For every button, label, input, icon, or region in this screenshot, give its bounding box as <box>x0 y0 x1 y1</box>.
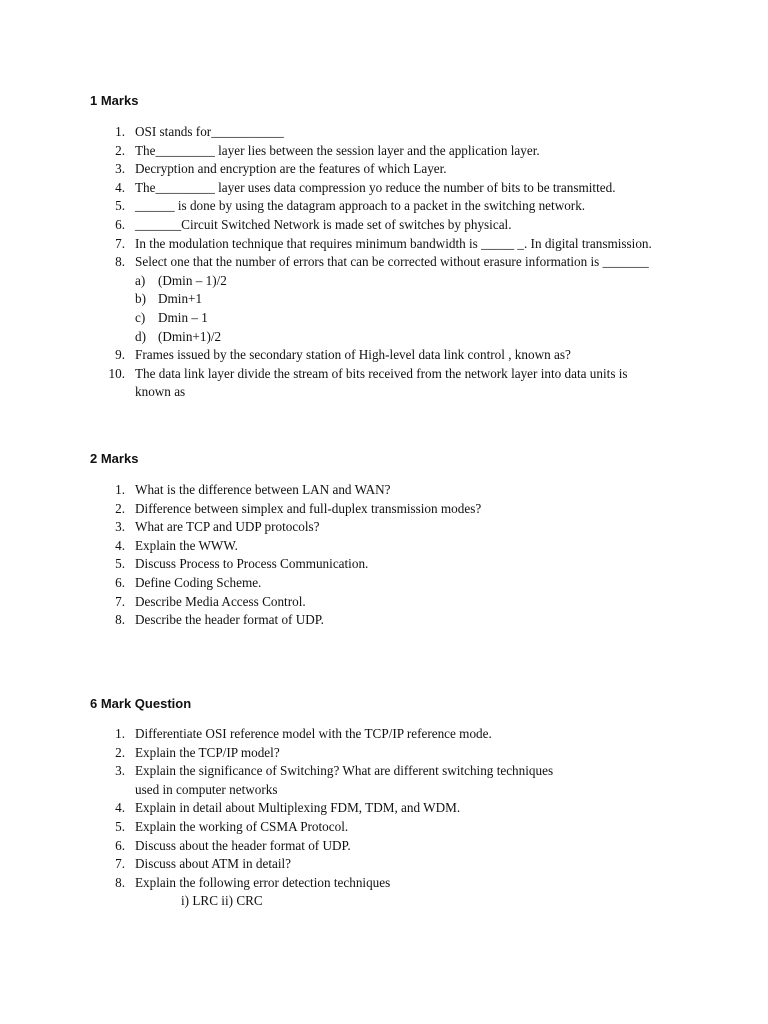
list-item: 9. Frames issued by the secondary station of High-level data link control , known as? <box>115 347 571 363</box>
list-item: 5. Explain the working of CSMA Protocol. <box>115 818 349 834</box>
list-item: 3. What are TCP and UDP protocols? <box>115 519 320 535</box>
list-item: 3. Explain the significance of Switching? What are different switching techniques used in computer networks <box>115 763 554 797</box>
answer-option: a) (Dmin – 1)/2 <box>135 272 227 288</box>
section-heading: 2 Marks <box>90 451 139 466</box>
list-item: 2. Difference between simplex and full-duplex transmission modes? <box>115 500 482 516</box>
list-item: 7. Discuss about ATM in detail? <box>115 856 292 872</box>
list-item: 4. The_________ layer uses data compression yo reduce the number of bits to be transmitted. <box>115 179 616 195</box>
list-item: 6. _______Circuit Switched Network is made set of switches by physical. <box>115 216 512 232</box>
list-item: 1. OSI stands for___________ <box>115 124 284 139</box>
list-item: 6. Define Coding Scheme. <box>115 574 262 590</box>
list-item: 4. Explain in detail about Multiplexing FDM, TDM, and WDM. <box>115 800 461 816</box>
section-heading: 1 Marks <box>90 93 139 108</box>
list-item: 2. Explain the TCP/IP model? <box>115 744 280 760</box>
answer-option: d) (Dmin+1)/2 <box>135 328 222 344</box>
list-item: 3. Decryption and encryption are the features of which Layer. <box>115 161 447 177</box>
answer-option: b) Dmin+1 <box>135 291 203 307</box>
list-item: 7. Describe Media Access Control. <box>115 593 306 609</box>
list-item: 6. Discuss about the header format of UDP. <box>115 837 351 853</box>
list-item: 5. Discuss Process to Process Communication. <box>115 556 369 572</box>
question-list <box>0 481 768 630</box>
list-item: 8. Explain the following error detection techniques <box>115 874 391 890</box>
list-item: 10. The data link layer divide the stream of bits received from the network layer into data units is known as <box>108 365 628 400</box>
sub-item: i) LRC ii) CRC <box>181 893 263 909</box>
list-item: 1. Differentiate OSI reference model with the TCP/IP reference mode. <box>115 726 492 741</box>
answer-option: c) Dmin – 1 <box>135 309 208 325</box>
list-item: 1. What is the difference between LAN and WAN? <box>115 482 391 497</box>
list-item: 2. The_________ layer lies between the session layer and the application layer. <box>115 142 540 158</box>
question-list <box>0 725 768 911</box>
list-item: 8. Select one that the number of errors that can be corrected without erasure information is _______ <box>115 254 649 270</box>
list-item: 7. In the modulation technique that requires minimum bandwidth is _____ _. In digital transmission. <box>115 235 652 251</box>
list-item: 4. Explain the WWW. <box>115 537 238 553</box>
question-list <box>0 123 768 402</box>
list-item: 5. ______ is done by using the datagram approach to a packet in the switching network. <box>115 198 586 214</box>
list-item: 8. Describe the header format of UDP. <box>115 612 324 628</box>
section-heading: 6 Mark Question <box>90 696 192 711</box>
